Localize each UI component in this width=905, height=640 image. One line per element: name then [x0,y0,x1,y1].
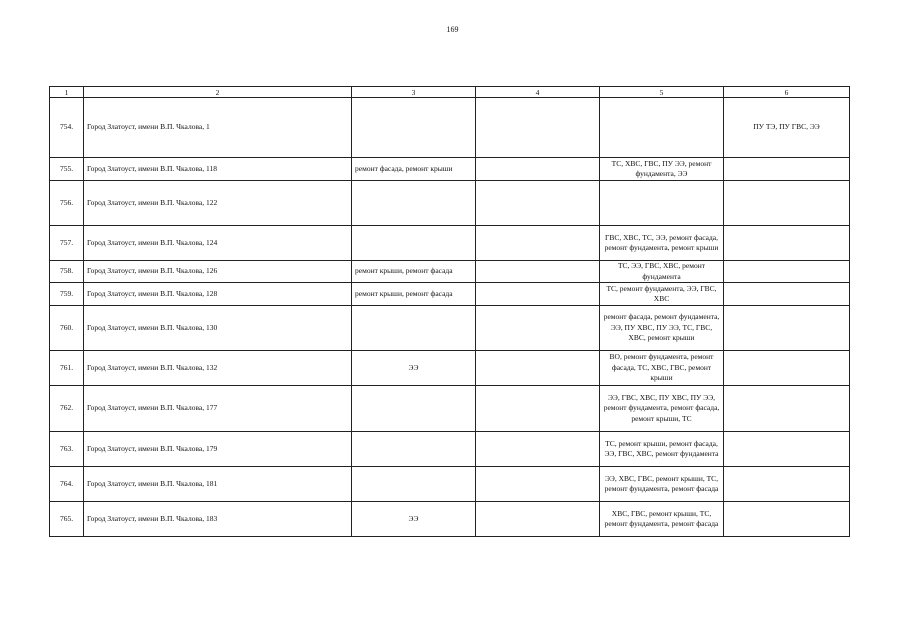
row-col5 [600,98,724,158]
row-col5: ремонт фасада, ремонт фундамента, ЭЭ, ПУ ХВС, ПУ ЭЭ, ТС, ГВС, ХВС, ремонт крыши [600,306,724,351]
row-col4 [476,467,600,502]
row-col5: ТС, ремонт фундамента, ЭЭ, ГВС, ХВС [600,283,724,306]
row-address: Город Златоуст, имени В.П. Чкалова, 179 [84,432,352,467]
table-row [50,181,850,226]
row-col4 [476,98,600,158]
row-col4 [476,351,600,386]
row-address: Город Златоуст, имени В.П. Чкалова, 183 [84,502,352,537]
row-number: 757. [50,226,84,261]
row-address: Город Златоуст, имени В.П. Чкалова, 132 [84,351,352,386]
table-header-row [50,87,850,98]
row-address: Город Златоуст, имени В.П. Чкалова, 118 [84,158,352,181]
table-row [50,283,850,306]
row-col5: ХВС, ГВС, ремонт крыши, ТС, ремонт фундамента, ремонт фасада [600,502,724,537]
row-col3 [352,306,476,351]
row-col6 [724,261,850,283]
column-header-2: 2 [84,87,352,98]
row-address: Город Златоуст, имени В.П. Чкалова, 177 [84,386,352,432]
row-number: 762. [50,386,84,432]
page-number: 169 [446,25,459,34]
row-col3: ремонт крыши, ремонт фасада [352,283,476,306]
row-col6: ПУ ТЭ, ПУ ГВС, ЭЭ [724,98,850,158]
row-address: Город Златоуст, имени В.П. Чкалова, 128 [84,283,352,306]
row-number: 763. [50,432,84,467]
row-address: Город Златоуст, имени В.П. Чкалова, 1 [84,98,352,158]
row-col6 [724,502,850,537]
row-col3 [352,432,476,467]
row-col4 [476,226,600,261]
row-col6 [724,181,850,226]
table-row [50,261,850,283]
row-col5: ТС, ХВС, ГВС, ПУ ЭЭ, ремонт фундамента, ЭЭ [600,158,724,181]
row-number: 758. [50,261,84,283]
row-col6 [724,467,850,502]
column-header-1: 1 [50,87,84,98]
row-number: 755. [50,158,84,181]
row-col4 [476,158,600,181]
row-col3 [352,181,476,226]
row-col5: ГВС, ХВС, ТС, ЭЭ, ремонт фасада, ремонт фундамента, ремонт крыши [600,226,724,261]
row-number: 764. [50,467,84,502]
column-header-3: 3 [352,87,476,98]
row-col4 [476,386,600,432]
table-row [50,158,850,181]
row-col5: ТС, ЭЭ, ГВС, ХВС, ремонт фундамента [600,261,724,283]
row-col6 [724,283,850,306]
row-col6 [724,432,850,467]
row-col4 [476,432,600,467]
row-col4 [476,306,600,351]
row-col4 [476,181,600,226]
row-col3 [352,226,476,261]
row-col3 [352,386,476,432]
row-col5: ЭЭ, ГВС, ХВС, ПУ ХВС, ПУ ЭЭ, ремонт фундамента, ремонт фасада, ремонт крыши, ТС [600,386,724,432]
column-header-6: 6 [724,87,850,98]
row-col5: ЭЭ, ХВС, ГВС, ремонт крыши, ТС, ремонт фундамента, ремонт фасада [600,467,724,502]
table-row [50,386,850,432]
table-row [50,351,850,386]
row-col6 [724,306,850,351]
row-col6 [724,386,850,432]
row-address: Город Златоуст, имени В.П. Чкалова, 130 [84,306,352,351]
table-row [50,98,850,158]
row-col4 [476,261,600,283]
table-row [50,502,850,537]
row-number: 760. [50,306,84,351]
row-col6 [724,351,850,386]
row-address: Город Златоуст, имени В.П. Чкалова, 122 [84,181,352,226]
row-col3 [352,467,476,502]
row-col3 [352,98,476,158]
row-col3: ЭЭ [352,351,476,386]
row-number: 754. [50,98,84,158]
row-col4 [476,283,600,306]
table-row [50,306,850,351]
table-row [50,432,850,467]
table-row [50,467,850,502]
row-col3: ремонт фасада, ремонт крыши [352,158,476,181]
row-col5: ВО, ремонт фундамента, ремонт фасада, ТС, ХВС, ГВС, ремонт крыши [600,351,724,386]
row-col6 [724,158,850,181]
row-address: Город Златоуст, имени В.П. Чкалова, 124 [84,226,352,261]
row-number: 761. [50,351,84,386]
row-col6 [724,226,850,261]
column-header-4: 4 [476,87,600,98]
row-address: Город Златоуст, имени В.П. Чкалова, 126 [84,261,352,283]
row-col5: ТС, ремонт крыши, ремонт фасада, ЭЭ, ГВС, ХВС, ремонт фундамента [600,432,724,467]
row-col3: ремонт крыши, ремонт фасада [352,261,476,283]
row-number: 765. [50,502,84,537]
row-number: 759. [50,283,84,306]
row-col4 [476,502,600,537]
registry-table [49,86,850,537]
column-header-5: 5 [600,87,724,98]
row-col3: ЭЭ [352,502,476,537]
table-row [50,226,850,261]
row-col5 [600,181,724,226]
row-address: Город Златоуст, имени В.П. Чкалова, 181 [84,467,352,502]
row-number: 756. [50,181,84,226]
